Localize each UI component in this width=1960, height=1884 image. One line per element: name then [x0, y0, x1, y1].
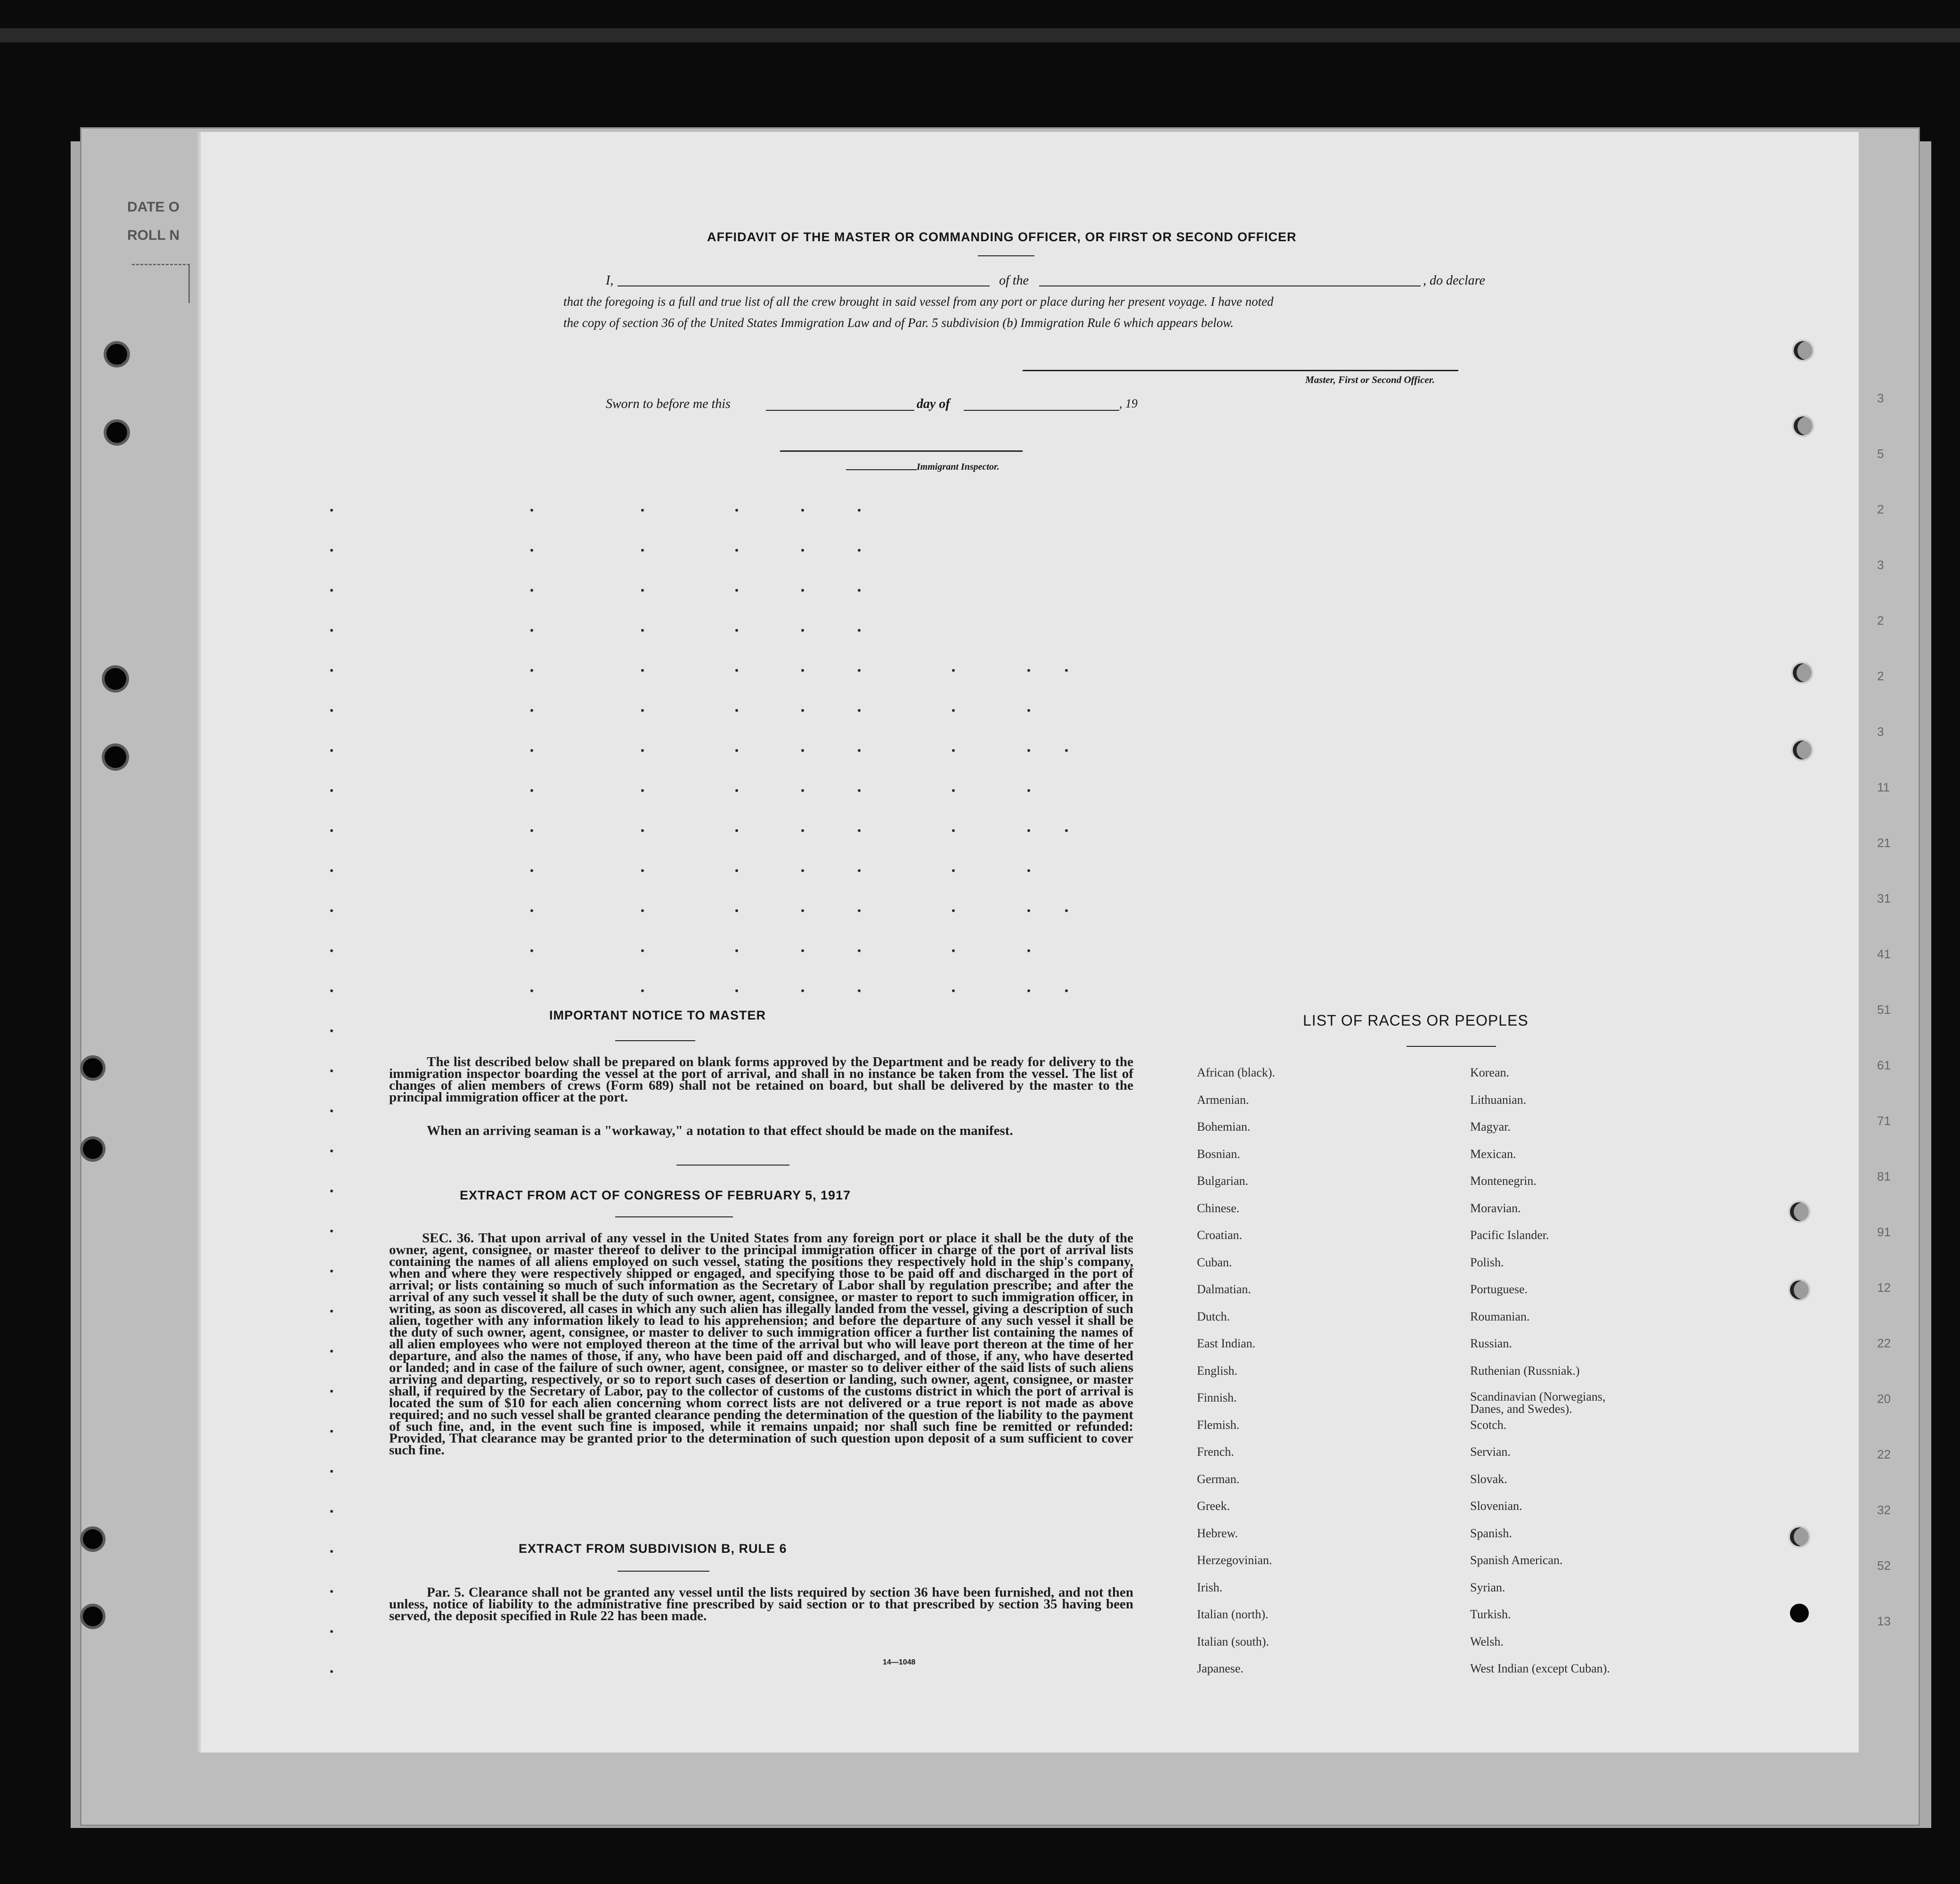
race-item: Herzegovinian.: [1197, 1553, 1272, 1567]
guide-dot: [735, 549, 738, 552]
guide-dot: [801, 869, 804, 872]
guide-dot: [330, 829, 333, 832]
guide-dot: [330, 789, 333, 792]
guide-dot: [641, 949, 644, 952]
races-title: LIST OF RACES OR PEOPLES: [1303, 1012, 1529, 1029]
race-item: Slovenian.: [1470, 1499, 1522, 1513]
guide-dot: [530, 829, 533, 832]
guide-dot: [801, 989, 804, 992]
guide-dot: [330, 1510, 333, 1513]
guide-dot: [330, 1550, 333, 1553]
guide-dot: [641, 669, 644, 672]
guide-dot: [330, 1390, 333, 1393]
guide-dot: [530, 589, 533, 592]
sworn-label: Sworn to before me this: [606, 397, 731, 411]
guide-dot: [530, 509, 533, 512]
guide-dot: [735, 829, 738, 832]
margin-number: 22: [1877, 1447, 1891, 1461]
margin-number: 51: [1877, 1003, 1891, 1017]
race-item: German.: [1197, 1472, 1240, 1486]
guide-dot: [641, 749, 644, 752]
guide-dot: [330, 589, 333, 592]
guide-dot: [735, 989, 738, 992]
guide-dot: [1065, 749, 1068, 752]
race-item: Spanish.: [1470, 1526, 1512, 1540]
margin-number: 12: [1877, 1280, 1891, 1295]
guide-dot: [330, 1109, 333, 1112]
race-item: Spanish American.: [1470, 1553, 1563, 1567]
margin-number: 52: [1877, 1558, 1891, 1573]
guide-dot: [330, 1190, 333, 1192]
guide-dot: [330, 1150, 333, 1152]
margin-number: 81: [1877, 1169, 1891, 1183]
guide-dot: [952, 989, 955, 992]
guide-dot: [801, 949, 804, 952]
guide-dot: [952, 749, 955, 752]
inspector-short-line: [846, 469, 917, 470]
extract-act-title: EXTRACT FROM ACT OF CONGRESS OF FEBRUARY 5, 1917: [460, 1188, 851, 1202]
race-item: Italian (south).: [1197, 1634, 1269, 1648]
binder-hole: [105, 668, 126, 690]
guide-dot: [330, 629, 333, 632]
guide-dot: [801, 909, 804, 912]
race-item: English.: [1197, 1363, 1237, 1378]
guide-dot: [1027, 709, 1030, 712]
race-item: Polish.: [1470, 1255, 1504, 1269]
race-item: Pacific Islander.: [1470, 1228, 1549, 1242]
guide-dot: [1027, 829, 1030, 832]
margin-number: 5: [1877, 447, 1884, 461]
vessel-line: [1039, 285, 1421, 286]
race-item: Dutch.: [1197, 1309, 1230, 1323]
guide-dot: [801, 789, 804, 792]
guide-dot: [530, 989, 533, 992]
inspector-signature-line: [780, 450, 1023, 452]
guide-dot: [735, 909, 738, 912]
guide-dot: [530, 669, 533, 672]
race-item: Scotch.: [1470, 1418, 1507, 1432]
guide-dot: [801, 749, 804, 752]
left-tab-box: [132, 264, 190, 303]
guide-dot: [801, 669, 804, 672]
guide-dot: [735, 589, 738, 592]
race-item: Dalmatian.: [1197, 1282, 1251, 1296]
guide-dot: [1027, 909, 1030, 912]
guide-dot: [801, 629, 804, 632]
race-item: Bohemian.: [1197, 1120, 1251, 1134]
binder-hole: [83, 1607, 103, 1626]
margin-number: 3: [1877, 391, 1884, 405]
guide-dot: [530, 909, 533, 912]
race-item: Flemish.: [1197, 1418, 1240, 1432]
race-item: Portuguese.: [1470, 1282, 1528, 1296]
margin-number: 41: [1877, 947, 1891, 961]
guide-dot: [330, 1470, 333, 1473]
guide-dot: [330, 509, 333, 512]
race-item: Roumanian.: [1470, 1309, 1530, 1323]
page-hole-dark: [1790, 1604, 1809, 1623]
guide-dot: [801, 829, 804, 832]
race-item: Finnish.: [1197, 1391, 1237, 1404]
master-signature-line: [1023, 370, 1458, 371]
guide-dot: [1027, 949, 1030, 952]
race-item: East Indian.: [1197, 1337, 1256, 1350]
extract-act-text: SEC. 36. That upon arrival of any vessel in the United States from any foreign port or place it shall be the duty of the owner, agent, consignee, or master thereof to deliver to the principal immigration officer in charge of the port of arrival lists containing the names of all aliens employed on such vessel, stating the positions they respectively hold in the ship's company, when and where they were respectively shipped or engaged, and specifying those to be paid off and discharged in the port of arrival; or lists containing so much of such information as the Secretary of Labor shall by regulation prescribe; and after the arrival of any such vessel it shall be the duty of such owner, agent, consignee, or master to report to such immigration officer, in writing, as soon as discovered, all cases in which any such alien has illegally landed from the vessel, giving a description of such alien, together with any information likely to lead to his apprehension; and before the departure of any such vessel it shall be the duty of such owner, agent, consignee, or master to deliver to such immigration officer a further list containing the names of all alien employees who were not employed thereon at the time of the arrival but who will leave port thereon at the time of her departure, and also the names of those, if any, who have been paid off and discharged, and of those, if any, who have deserted or landed; and in case of the failure of such owner, agent, consignee, or master so to deliver either of the said lists of such aliens arriving and departing, respectively, or so to report such cases of desertion or landing, such owner, agent, consignee, or master shall, if required by the Secretary of Labor, pay to the collector of customs of the customs district in which the port of arrival is located the sum of $10 for each alien concerning whom correct lists are not delivered or a true report is not made as above required; and no such vessel shall be granted clearance pending the determination of the question of the liability to the payment of such fine, and, in the event such fine is imposed, while it remains unpaid; nor shall such fine be remitted or refunded: Provided, That clearance may be granted prior to the determination of such question upon deposit of a sum sufficient to cover such fine.: [389, 1231, 1133, 1458]
sworn-day-line: [766, 410, 914, 411]
guide-dot: [330, 1670, 333, 1673]
guide-dot: [801, 549, 804, 552]
guide-dot: [858, 989, 861, 992]
guide-dot: [952, 869, 955, 872]
guide-dot: [735, 629, 738, 632]
notice-title: IMPORTANT NOTICE TO MASTER: [549, 1008, 766, 1022]
race-item: Slovak.: [1470, 1472, 1507, 1486]
guide-dot: [641, 509, 644, 512]
guide-dot: [1027, 869, 1030, 872]
race-item: Lithuanian.: [1470, 1093, 1527, 1107]
guide-dot: [330, 1350, 333, 1353]
margin-number: 31: [1877, 891, 1891, 905]
extract-rule-text: Par. 5. Clearance shall not be granted any vessel until the lists required by section 36 have been furnished, and not then unless, notice of liability to the administrative fine prescribed by said section or to that prescribed by section 35 having been served, the deposit specified in Rule 22 has been made.: [389, 1585, 1133, 1623]
race-item: Mexican.: [1470, 1147, 1516, 1161]
race-item: Croatian.: [1197, 1228, 1243, 1242]
race-item: Ruthenian (Russniak.): [1470, 1363, 1580, 1378]
guide-dot: [530, 549, 533, 552]
margin-number: 13: [1877, 1614, 1891, 1628]
page-hole: [1790, 1280, 1809, 1299]
guide-dot: [330, 869, 333, 872]
race-item: French.: [1197, 1445, 1234, 1459]
binder-hole: [105, 746, 126, 768]
affidavit-i-label: I,: [606, 273, 614, 288]
guide-dot: [530, 789, 533, 792]
of-the-label: of the: [999, 273, 1029, 288]
guide-dot: [641, 869, 644, 872]
guide-dot: [1027, 789, 1030, 792]
race-item: Magyar.: [1470, 1120, 1511, 1134]
crew-list-page: [198, 132, 1859, 1753]
guide-dot: [952, 669, 955, 672]
declaration-line-2: the copy of section 36 of the United States Immigration Law and of Par. 5 subdivision (b) Immigration Rule 6 which appears below.: [563, 316, 1234, 330]
guide-dot: [735, 869, 738, 872]
guide-dot: [330, 1310, 333, 1313]
race-item: African (black).: [1197, 1066, 1276, 1079]
guide-dot: [1065, 829, 1068, 832]
guide-dot: [641, 629, 644, 632]
guide-dot: [641, 709, 644, 712]
guide-dot: [530, 629, 533, 632]
guide-dot: [330, 1270, 333, 1272]
race-item: Hebrew.: [1197, 1526, 1238, 1540]
race-item: Syrian.: [1470, 1580, 1505, 1594]
guide-dot: [330, 1430, 333, 1433]
extract-act-underline: [615, 1216, 733, 1217]
race-item: West Indian (except Cuban).: [1470, 1662, 1610, 1675]
margin-number: 2: [1877, 669, 1884, 683]
notice-separator: [676, 1165, 789, 1166]
margin-number: 20: [1877, 1392, 1891, 1406]
name-line: [618, 285, 990, 286]
declaration-line-1: that the foregoing is a full and true list of all the crew brought in said vessel from any port or place during her present voyage. I have noted: [563, 294, 1274, 309]
guide-dot: [858, 709, 861, 712]
race-item: Armenian.: [1197, 1093, 1249, 1107]
margin-number: 61: [1877, 1058, 1891, 1072]
guide-dot: [858, 789, 861, 792]
guide-dot: [641, 549, 644, 552]
guide-dot: [735, 509, 738, 512]
do-declare-label: , do declare: [1423, 273, 1485, 288]
race-item: Turkish.: [1470, 1607, 1511, 1621]
guide-dot: [330, 1069, 333, 1072]
race-item: Montenegrin.: [1470, 1174, 1537, 1188]
guide-dot: [1065, 909, 1068, 912]
page-hole: [1793, 663, 1812, 682]
guide-dot: [641, 789, 644, 792]
inspector-label: Immigrant Inspector.: [917, 462, 1000, 472]
guide-dot: [801, 589, 804, 592]
extract-rule-underline: [618, 1571, 709, 1572]
guide-dot: [735, 789, 738, 792]
guide-dot: [330, 1029, 333, 1032]
margin-number: 22: [1877, 1336, 1891, 1350]
page-hole: [1794, 341, 1813, 360]
guide-dot: [330, 1590, 333, 1593]
page-hole: [1794, 416, 1813, 435]
guide-dot: [530, 709, 533, 712]
binder-hole: [106, 344, 127, 365]
guide-dot: [952, 709, 955, 712]
guide-dot: [735, 949, 738, 952]
guide-dot: [858, 829, 861, 832]
master-signature-label: Master, First or Second Officer.: [1305, 374, 1435, 385]
race-item: Scandinavian (Norwegians, Danes, and Swedes).: [1470, 1390, 1606, 1416]
guide-dot: [530, 869, 533, 872]
race-item: Greek.: [1197, 1499, 1230, 1513]
guide-dot: [858, 549, 861, 552]
guide-dot: [1065, 989, 1068, 992]
guide-dot: [735, 669, 738, 672]
binder-top-strip: [0, 28, 1960, 42]
day-of-label: day of: [917, 397, 950, 411]
race-item: Bosnian.: [1197, 1147, 1240, 1161]
guide-dot: [330, 949, 333, 952]
guide-dot: [858, 909, 861, 912]
guide-dot: [952, 909, 955, 912]
guide-dot: [952, 949, 955, 952]
guide-dot: [735, 709, 738, 712]
margin-number: 21: [1877, 836, 1891, 850]
races-underline: [1407, 1046, 1496, 1047]
margin-number: 91: [1877, 1225, 1891, 1239]
guide-dot: [330, 909, 333, 912]
guide-dot: [330, 1230, 333, 1232]
guide-dot: [858, 949, 861, 952]
guide-dot: [330, 989, 333, 992]
margin-number: 71: [1877, 1114, 1891, 1128]
year-label: , 19: [1119, 397, 1138, 410]
margin-number: 3: [1877, 725, 1884, 739]
guide-dot: [858, 589, 861, 592]
guide-dot: [641, 909, 644, 912]
race-item: Italian (north).: [1197, 1607, 1269, 1621]
guide-dot: [330, 709, 333, 712]
sworn-month-line: [964, 410, 1119, 411]
race-item: Chinese.: [1197, 1201, 1240, 1215]
race-item: Servian.: [1470, 1445, 1511, 1459]
race-item: Welsh.: [1470, 1634, 1504, 1648]
race-item: Korean.: [1470, 1066, 1510, 1079]
guide-dot: [1027, 749, 1030, 752]
guide-dot: [801, 709, 804, 712]
guide-dot: [735, 749, 738, 752]
guide-dot: [801, 509, 804, 512]
notice-paragraph-2: When an arriving seaman is a "workaway," a notation to that effect should be made on the manifest.: [427, 1123, 1013, 1138]
guide-dot: [330, 1630, 333, 1633]
guide-dot: [952, 789, 955, 792]
extract-rule-title: EXTRACT FROM SUBDIVISION B, RULE 6: [519, 1541, 787, 1556]
race-item: Bulgarian.: [1197, 1174, 1249, 1188]
guide-dot: [1065, 669, 1068, 672]
guide-dot: [641, 829, 644, 832]
margin-number: 3: [1877, 558, 1884, 572]
notice-underline: [615, 1040, 695, 1041]
guide-dot: [858, 629, 861, 632]
page-hole: [1790, 1527, 1809, 1546]
guide-dot: [530, 749, 533, 752]
guide-dot: [641, 589, 644, 592]
race-item: Irish.: [1197, 1580, 1223, 1594]
guide-dot: [858, 749, 861, 752]
guide-dot: [330, 669, 333, 672]
guide-dot: [858, 509, 861, 512]
form-number: 14—1048: [883, 1658, 916, 1666]
guide-dot: [330, 549, 333, 552]
left-tab-label: DATE O ROLL N: [127, 199, 180, 243]
margin-number: 32: [1877, 1503, 1891, 1517]
race-item: Russian.: [1470, 1337, 1512, 1350]
race-item: Cuban.: [1197, 1255, 1232, 1269]
binder-hole: [83, 1139, 103, 1159]
race-item: Japanese.: [1197, 1662, 1244, 1675]
guide-dot: [641, 989, 644, 992]
title-underline: [978, 255, 1034, 256]
guide-dot: [858, 669, 861, 672]
margin-number: 11: [1877, 780, 1890, 794]
page-hole: [1790, 1202, 1809, 1221]
binder-hole: [83, 1529, 103, 1549]
guide-dot: [530, 949, 533, 952]
notice-paragraph-1: The list described below shall be prepared on blank forms approved by the Department and be ready for delivery to the immigration inspector boarding the vessel at the port of arrival, and shall in no instance be taken from the vessel. The list of changes of alien members of crews (Form 689) shall not be retained on board, but shall be delivered by the master to the principal immigration officer at the port.: [389, 1054, 1133, 1105]
margin-number: 2: [1877, 613, 1884, 628]
affidavit-title: AFFIDAVIT OF THE MASTER OR COMMANDING OFFICER, OR FIRST OR SECOND OFFICER: [707, 230, 1297, 244]
guide-dot: [858, 869, 861, 872]
page-hole: [1793, 741, 1812, 759]
binder-hole: [83, 1058, 103, 1078]
guide-dot: [330, 749, 333, 752]
guide-dot: [952, 829, 955, 832]
margin-number: 2: [1877, 502, 1884, 516]
guide-dot: [1027, 989, 1030, 992]
binder-hole: [106, 422, 127, 443]
race-item: Moravian.: [1470, 1201, 1521, 1215]
guide-dot: [1027, 669, 1030, 672]
